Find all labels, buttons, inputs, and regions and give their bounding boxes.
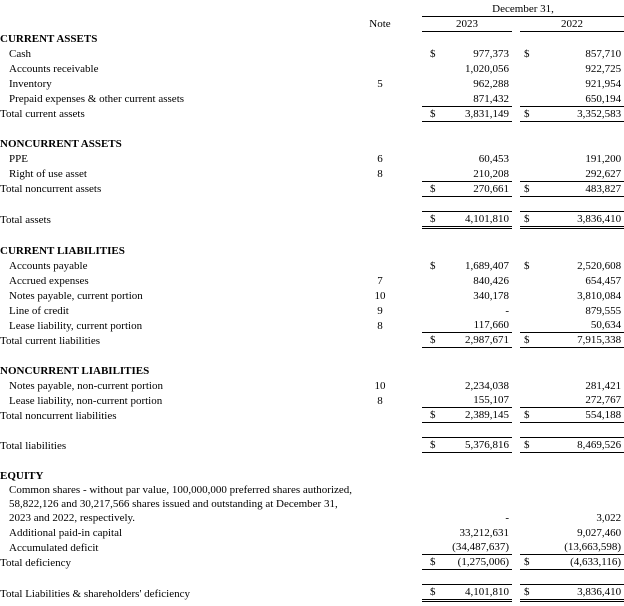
note-ref: 6 <box>377 153 383 165</box>
amount-2023: 4,101,810 <box>438 585 512 601</box>
currency-symbol-2023 <box>422 243 438 258</box>
note-ref <box>356 525 404 540</box>
statement-row <box>0 288 624 303</box>
amount-2023 <box>438 31 512 46</box>
amount-2022: 3,352,583 <box>536 106 624 121</box>
gap-cell <box>512 438 520 453</box>
gap-cell <box>404 333 422 348</box>
note-ref <box>356 408 404 423</box>
gap-cell <box>512 181 520 196</box>
note-ref <box>356 181 404 196</box>
amount-2023: 3,831,149 <box>438 106 512 121</box>
gap-cell <box>404 438 422 453</box>
currency-symbol-2022: $ <box>520 106 536 121</box>
gap-cell <box>404 318 422 333</box>
amount-2022: 3,836,410 <box>536 585 624 601</box>
currency-symbol-2022 <box>520 61 536 76</box>
row-label: Total noncurrent liabilities <box>0 409 117 422</box>
amount-2022: (4,633,116) <box>536 555 624 570</box>
amount-2022 <box>536 468 624 483</box>
amount-2023: 1,020,056 <box>465 63 509 75</box>
amount-2022 <box>536 363 624 378</box>
note-ref: 9 <box>377 304 383 317</box>
amount-2022: 7,915,338 <box>536 333 624 348</box>
statement-row <box>0 483 624 525</box>
gap-cell <box>512 318 520 333</box>
row-label: Inventory <box>9 78 52 90</box>
amount-2023: 210,208 <box>438 166 512 181</box>
date-header: December 31, <box>422 1 624 16</box>
row-label: Total current liabilities <box>0 334 101 347</box>
currency-symbol-2023: $ <box>422 181 438 196</box>
statement-row <box>0 61 624 76</box>
gap-cell <box>512 166 520 181</box>
currency-symbol-2023 <box>422 483 438 525</box>
header-spacer <box>0 16 356 31</box>
currency-symbol-2022: $ <box>520 438 536 453</box>
currency-symbol-2022 <box>520 288 536 303</box>
row-label: Total Liabilities & shareholders' deficiency <box>0 587 190 600</box>
amount-2022: 272,767 <box>536 393 624 408</box>
statement-row <box>0 585 624 601</box>
gap-cell <box>404 483 422 525</box>
note-ref <box>356 106 404 121</box>
currency-symbol-2022: $ <box>524 259 530 272</box>
gap-cell <box>404 211 422 227</box>
currency-symbol-2022 <box>520 166 536 181</box>
amount-2023: (1,275,006) <box>438 555 512 570</box>
currency-symbol-2023 <box>422 151 438 166</box>
gap-cell <box>404 393 422 408</box>
gap-cell <box>512 555 520 570</box>
note-ref: 8 <box>377 394 383 407</box>
note-ref <box>356 136 404 151</box>
amount-2023: 2,389,145 <box>438 408 512 423</box>
currency-symbol-2023: $ <box>422 211 438 227</box>
note-ref <box>356 468 404 483</box>
row-label: Common shares - without par value, 100,000,000 preferred shares authorized, 58,822,126 and 30,217,566 shares issued and outstanding at December 31, 2023 and 2022, respectively. <box>9 483 353 524</box>
row-label: Total current assets <box>0 108 85 120</box>
gap-cell <box>512 363 520 378</box>
amount-2023: 270,661 <box>438 181 512 196</box>
gap-cell <box>404 258 422 273</box>
gap-cell <box>404 540 422 555</box>
row-label: Notes payable, current portion <box>9 289 143 302</box>
gap-cell <box>404 525 422 540</box>
note-ref <box>356 31 404 46</box>
statement-row <box>0 378 624 393</box>
currency-symbol-2022: $ <box>520 555 536 570</box>
spacer-cell <box>0 423 624 438</box>
currency-symbol-2022 <box>520 91 536 106</box>
row-label: Lease liability, non-current portion <box>9 394 163 407</box>
currency-symbol-2022: $ <box>524 48 530 60</box>
amount-2023: 977,373 <box>473 48 509 60</box>
currency-symbol-2023 <box>422 76 438 91</box>
gap-cell <box>512 273 520 288</box>
currency-symbol-2023 <box>422 61 438 76</box>
row-label: PPE <box>9 153 28 165</box>
gap-cell <box>512 288 520 303</box>
amount-2023 <box>438 136 512 151</box>
gap-cell <box>512 61 520 76</box>
header-spacer <box>0 1 422 16</box>
gap-cell <box>404 61 422 76</box>
gap-cell <box>404 46 422 61</box>
currency-symbol-2023: $ <box>430 259 436 272</box>
statement-row <box>0 273 624 288</box>
currency-symbol-2023 <box>422 525 438 540</box>
currency-symbol-2023 <box>422 91 438 106</box>
amount-2023: - <box>505 304 509 317</box>
gap-cell <box>512 46 520 61</box>
currency-symbol-2022: $ <box>520 211 536 227</box>
currency-symbol-2022: $ <box>520 333 536 348</box>
amount-2022: 292,627 <box>536 166 624 181</box>
note-ref <box>356 91 404 106</box>
statement-row <box>0 211 624 227</box>
spacer-cell <box>0 121 624 136</box>
row-label: CURRENT LIABILITIES <box>0 244 125 257</box>
amount-2023: 155,107 <box>438 393 512 408</box>
currency-symbol-2022 <box>520 363 536 378</box>
currency-symbol-2022 <box>520 468 536 483</box>
spacer-row <box>0 423 624 438</box>
gap-cell <box>512 303 520 318</box>
row-label: NONCURRENT LIABILITIES <box>0 364 150 377</box>
currency-symbol-2022 <box>520 303 536 318</box>
statement-row <box>0 540 624 555</box>
statement-row <box>0 303 624 318</box>
currency-symbol-2022 <box>520 136 536 151</box>
currency-symbol-2022 <box>520 483 536 525</box>
currency-symbol-2023 <box>422 318 438 333</box>
statement-row <box>0 76 624 91</box>
spacer-cell <box>0 227 624 243</box>
currency-symbol-2022 <box>520 76 536 91</box>
statement-row <box>0 333 624 348</box>
note-ref <box>356 61 404 76</box>
section-header-row <box>0 363 624 378</box>
gap-cell <box>404 91 422 106</box>
note-ref: 8 <box>377 319 383 332</box>
statement-row <box>0 106 624 121</box>
gap-cell <box>404 378 422 393</box>
statement-row <box>0 393 624 408</box>
row-label: Right of use asset <box>9 168 87 180</box>
currency-symbol-2023 <box>422 136 438 151</box>
note-ref: 7 <box>377 274 383 287</box>
row-label: EQUITY <box>0 469 44 482</box>
row-label: Notes payable, non-current portion <box>9 379 163 392</box>
currency-symbol-2023: $ <box>422 438 438 453</box>
amount-2023: 340,178 <box>473 289 509 302</box>
gap-cell <box>512 525 520 540</box>
amount-2023: 5,376,816 <box>438 438 512 453</box>
row-label: Accrued expenses <box>9 274 89 287</box>
row-label: Accumulated deficit <box>9 541 99 554</box>
year-column-header-2022: 2022 <box>520 16 624 31</box>
note-ref <box>356 540 404 555</box>
spacer-row <box>0 348 624 363</box>
amount-2023: 871,432 <box>438 91 512 106</box>
currency-symbol-2022 <box>520 151 536 166</box>
currency-symbol-2023: $ <box>422 408 438 423</box>
currency-symbol-2022 <box>520 378 536 393</box>
currency-symbol-2022 <box>520 525 536 540</box>
note-ref <box>356 243 404 258</box>
currency-symbol-2023 <box>422 31 438 46</box>
gap-cell <box>404 288 422 303</box>
row-label: Cash <box>9 48 31 60</box>
currency-symbol-2022: $ <box>520 181 536 196</box>
statement-row <box>0 166 624 181</box>
currency-symbol-2023 <box>422 393 438 408</box>
gap-cell <box>404 273 422 288</box>
currency-symbol-2023: $ <box>430 48 436 60</box>
amount-2022: 650,194 <box>536 91 624 106</box>
spacer-cell <box>0 570 624 585</box>
spacer-cell <box>0 348 624 363</box>
header-spacer <box>404 16 422 31</box>
currency-symbol-2023 <box>422 288 438 303</box>
statement-row <box>0 525 624 540</box>
gap-cell <box>512 151 520 166</box>
gap-cell <box>512 31 520 46</box>
row-label: Lease liability, current portion <box>9 319 143 332</box>
header-spacer <box>512 16 520 31</box>
amount-2023: (34,487,637) <box>438 540 512 555</box>
spacer-cell <box>0 453 624 468</box>
currency-symbol-2022 <box>520 243 536 258</box>
amount-2022: 879,555 <box>585 304 622 317</box>
spacer-row <box>0 196 624 211</box>
currency-symbol-2023: $ <box>422 555 438 570</box>
amount-2022: 3,810,084 <box>577 289 622 302</box>
currency-symbol-2023: $ <box>422 333 438 348</box>
statement-row <box>0 91 624 106</box>
statement-header <box>0 1 624 31</box>
section-header-row <box>0 31 624 46</box>
gap-cell <box>404 136 422 151</box>
note-column-header: Note <box>369 18 391 30</box>
currency-symbol-2023 <box>422 363 438 378</box>
amount-2023: 840,426 <box>473 274 509 287</box>
year-column-header-2023: 2023 <box>422 16 512 31</box>
amount-2022: 654,457 <box>585 274 622 287</box>
amount-2023: - <box>505 511 509 524</box>
amount-2022: 857,710 <box>585 48 622 60</box>
row-label: Total noncurrent assets <box>0 183 102 195</box>
gap-cell <box>512 136 520 151</box>
currency-symbol-2023 <box>422 273 438 288</box>
statement-row <box>0 555 624 570</box>
currency-symbol-2023 <box>422 378 438 393</box>
gap-cell <box>404 243 422 258</box>
column-header-row <box>0 16 624 31</box>
amount-2023: 2,234,038 <box>465 379 509 392</box>
spacer-cell <box>0 196 624 211</box>
gap-cell <box>512 243 520 258</box>
currency-symbol-2023 <box>422 303 438 318</box>
gap-cell <box>512 483 520 525</box>
gap-cell <box>404 468 422 483</box>
row-label: Prepaid expenses & other current assets <box>9 93 185 105</box>
spacer-row <box>0 227 624 243</box>
amount-2023: 33,212,631 <box>459 526 509 539</box>
amount-2022 <box>536 31 624 46</box>
gap-cell <box>404 303 422 318</box>
currency-symbol-2022 <box>520 31 536 46</box>
amount-2022: 3,836,410 <box>536 211 624 227</box>
row-label: Total liabilities <box>0 439 67 452</box>
currency-symbol-2023 <box>422 468 438 483</box>
spacer-row <box>0 453 624 468</box>
balance-sheet-table <box>0 1 624 602</box>
row-label: Accounts payable <box>9 259 88 272</box>
statement-row <box>0 258 624 273</box>
gap-cell <box>512 333 520 348</box>
note-ref <box>356 555 404 570</box>
statement-row <box>0 438 624 453</box>
row-label: Total assets <box>0 214 51 226</box>
currency-symbol-2022: $ <box>520 408 536 423</box>
amount-2022: 8,469,526 <box>536 438 624 453</box>
amount-2023: 1,689,407 <box>465 259 509 272</box>
gap-cell <box>404 555 422 570</box>
gap-cell <box>404 166 422 181</box>
amount-2023: 60,453 <box>478 153 509 165</box>
amount-2022: 922,725 <box>585 63 622 75</box>
amount-2023 <box>438 243 512 258</box>
amount-2023 <box>438 468 512 483</box>
amount-2022: 281,421 <box>585 379 622 392</box>
amount-2022: 191,200 <box>585 153 622 165</box>
amount-2023 <box>438 363 512 378</box>
note-ref: 8 <box>377 168 383 180</box>
note-ref: 10 <box>374 289 386 302</box>
currency-symbol-2022 <box>520 540 536 555</box>
gap-cell <box>512 378 520 393</box>
amount-2023: 4,101,810 <box>438 211 512 227</box>
amount-2022: 921,954 <box>585 78 622 90</box>
row-label: NONCURRENT ASSETS <box>0 138 122 150</box>
note-ref <box>356 483 404 525</box>
amount-2023: 117,660 <box>438 318 512 333</box>
note-ref <box>356 258 404 273</box>
date-header-row <box>0 1 624 16</box>
amount-2022: 3,022 <box>596 511 622 524</box>
statement-row <box>0 408 624 423</box>
row-label: CURRENT ASSETS <box>0 33 98 45</box>
section-header-row <box>0 243 624 258</box>
row-label: Accounts receivable <box>9 63 99 75</box>
note-ref: 5 <box>377 78 383 90</box>
gap-cell <box>512 211 520 227</box>
section-header-row <box>0 468 624 483</box>
amount-2022: 9,027,460 <box>577 526 622 539</box>
spacer-row <box>0 570 624 585</box>
note-ref: 10 <box>374 379 386 392</box>
gap-cell <box>404 363 422 378</box>
spacer-row <box>0 121 624 136</box>
currency-symbol-2022 <box>520 273 536 288</box>
gap-cell <box>512 408 520 423</box>
amount-2022: 50,634 <box>536 318 624 333</box>
gap-cell <box>512 76 520 91</box>
gap-cell <box>512 468 520 483</box>
gap-cell <box>404 181 422 196</box>
statement-row <box>0 151 624 166</box>
currency-symbol-2023: $ <box>422 106 438 121</box>
note-ref <box>356 438 404 453</box>
gap-cell <box>512 393 520 408</box>
gap-cell <box>512 258 520 273</box>
amount-2022: 2,520,608 <box>577 259 622 272</box>
currency-symbol-2023 <box>422 166 438 181</box>
row-label: Line of credit <box>9 304 69 317</box>
row-label: Additional paid-in capital <box>9 526 123 539</box>
amount-2022: 483,827 <box>536 181 624 196</box>
currency-symbol-2022 <box>520 393 536 408</box>
gap-cell <box>404 76 422 91</box>
gap-cell <box>404 408 422 423</box>
currency-symbol-2022 <box>520 318 536 333</box>
statement-row <box>0 46 624 61</box>
balance-sheet-body <box>0 31 624 601</box>
gap-cell <box>512 540 520 555</box>
statement-row <box>0 318 624 333</box>
note-ref <box>356 333 404 348</box>
gap-cell <box>512 106 520 121</box>
amount-2023: 2,987,671 <box>438 333 512 348</box>
gap-cell <box>404 151 422 166</box>
amount-2022 <box>536 136 624 151</box>
currency-symbol-2022: $ <box>520 585 536 601</box>
note-ref <box>356 363 404 378</box>
amount-2022: (13,663,598) <box>536 540 624 555</box>
gap-cell <box>404 106 422 121</box>
note-ref <box>356 585 404 601</box>
amount-2022 <box>536 243 624 258</box>
currency-symbol-2023: $ <box>422 585 438 601</box>
gap-cell <box>512 585 520 601</box>
gap-cell <box>404 31 422 46</box>
amount-2022: 554,188 <box>536 408 624 423</box>
amount-2023: 962,288 <box>473 78 509 90</box>
currency-symbol-2023 <box>422 540 438 555</box>
gap-cell <box>512 91 520 106</box>
note-ref <box>356 211 404 227</box>
row-label: Total deficiency <box>0 556 72 569</box>
gap-cell <box>404 585 422 601</box>
statement-row <box>0 181 624 196</box>
note-ref <box>356 46 404 61</box>
section-header-row <box>0 136 624 151</box>
